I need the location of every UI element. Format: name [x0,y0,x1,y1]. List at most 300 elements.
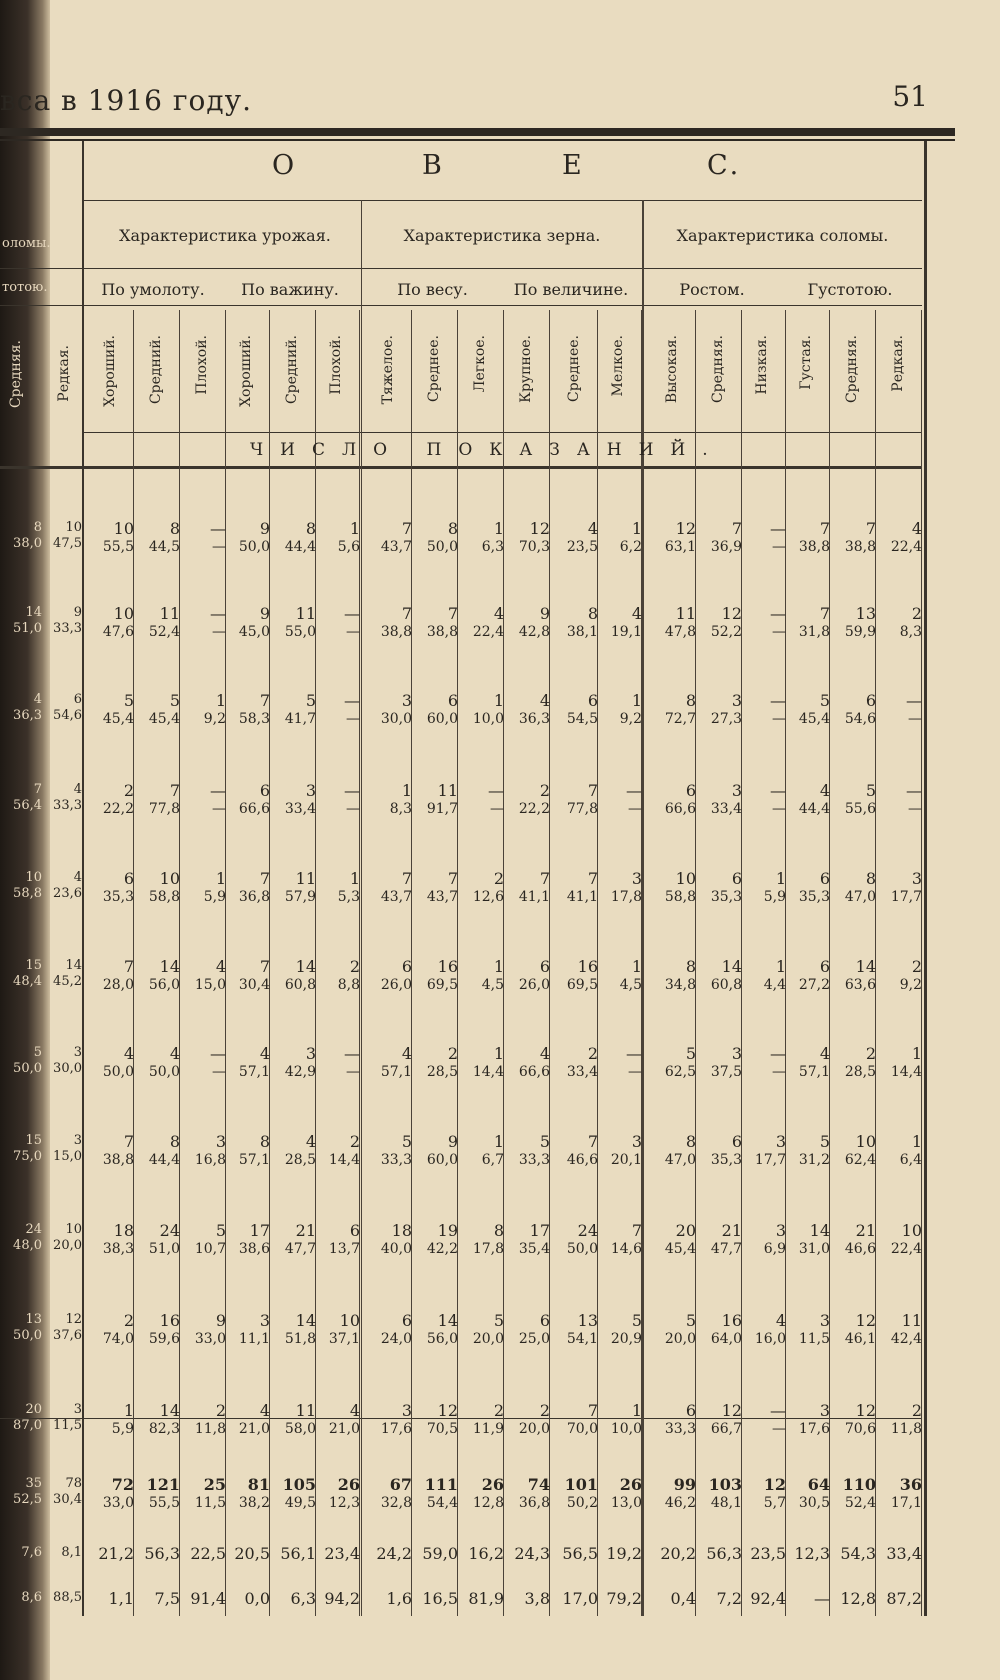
cell-count: 121 [146,1475,180,1494]
cell-count: 17 [529,1221,550,1240]
cell-percent: — [772,1421,786,1437]
cell-percent: 52,4 [148,624,180,640]
table-cell [596,605,642,641]
cell-percent: 77,8 [566,801,598,817]
table-cell [412,1312,458,1348]
cell-count: 7 [123,1132,134,1151]
cell-percent: 9,2 [203,711,226,727]
cell-count: 3 [731,1044,742,1063]
cell-count: 1 [631,957,642,976]
cell-count: 7 [587,869,598,888]
table-cell [270,605,316,641]
cell-count: 1 [493,1044,504,1063]
cell-count: 91,4 [190,1589,226,1608]
cell-count: 7 [259,869,270,888]
row-redkaya-value: 8,1 [61,1545,82,1560]
cell-percent: 17,6 [380,1421,412,1437]
table-cell [88,605,134,641]
cell-percent: 20,1 [610,1152,642,1168]
table-cell [830,1312,876,1348]
cell-percent: 17,7 [890,889,922,905]
cell-count: 25 [203,1475,226,1494]
row-redkaya-value: 12 37,6 [53,1312,82,1343]
cell-percent: 38,8 [102,1152,134,1168]
cell-count: 1 [775,869,786,888]
cell-percent: 47,8 [664,624,696,640]
cell-percent: 70,5 [426,1421,458,1437]
cell-percent: 9,2 [899,977,922,993]
cell-count: — [814,1589,830,1608]
table-cell [696,1545,742,1563]
cell-percent: 57,9 [284,889,316,905]
table-cell [696,520,742,556]
table-cell [314,605,360,641]
table-cell [784,1133,830,1169]
header-line [0,268,922,269]
cell-percent: 91,7 [426,801,458,817]
cell-count: 1 [493,957,504,976]
cell-count: 16,2 [468,1544,504,1563]
cell-count: 7 [447,604,458,623]
cell-percent: 54,4 [426,1495,458,1511]
table-cell [88,1045,134,1081]
table-cell [650,1222,696,1258]
cell-count: 7 [259,957,270,976]
cell-count: 6 [539,1311,550,1330]
table-cell [270,692,316,728]
cell-percent: 21,0 [328,1421,360,1437]
column-header: Высокая. [664,335,680,404]
cell-percent: 22,2 [102,801,134,817]
cell-percent: 32,8 [380,1495,412,1511]
table-cell [88,520,134,556]
cell-count: — [770,519,786,538]
cell-count: 3 [215,1132,226,1151]
row-redkaya-value: 10 20,0 [53,1222,82,1253]
table-cell [224,1402,270,1438]
row-left-value: 35 52,5 [13,1476,42,1507]
table-cell [412,870,458,906]
table-cell [224,870,270,906]
table-cell [458,958,504,994]
cell-percent: 46,1 [844,1331,876,1347]
cell-percent: 45,0 [238,624,270,640]
cell-count: 23,5 [750,1544,786,1563]
cell-count: 5 [123,691,134,710]
table-cell [412,1045,458,1081]
table-cell [224,1476,270,1512]
cell-percent: 54,1 [566,1331,598,1347]
table-cell [552,958,598,994]
table-cell [458,692,504,728]
table-cell [830,692,876,728]
cell-count: 19 [437,1221,458,1240]
cell-count: 6 [819,869,830,888]
cell-percent: 14,6 [610,1241,642,1257]
table-cell [504,782,550,818]
cell-percent: 12,3 [328,1495,360,1511]
cell-percent: 5,9 [111,1421,134,1437]
cell-count: 1 [493,519,504,538]
table-cell [504,520,550,556]
table-cell [134,520,180,556]
column-header: Хороший. [102,335,118,407]
table-cell [458,782,504,818]
cell-percent: 66,7 [710,1421,742,1437]
cell-percent: 38,2 [238,1495,270,1511]
cell-count: 14 [437,1311,458,1330]
cell-percent: 60,0 [426,1152,458,1168]
title-letter: В [422,150,444,181]
table-cell [270,782,316,818]
cell-count: 7 [539,869,550,888]
cell-percent: 38,3 [102,1241,134,1257]
cell-percent: 17,6 [798,1421,830,1437]
table-cell [134,1402,180,1438]
cell-count: 5 [539,1132,550,1151]
cell-percent: 14,4 [472,1064,504,1080]
left-header-1: оломы. [2,236,51,251]
top-rule [0,128,955,136]
cell-count: 12 [675,519,696,538]
cell-count: 3 [305,1044,316,1063]
cell-percent: 35,3 [798,889,830,905]
table-cell [180,1402,226,1438]
table-cell [366,1545,412,1563]
column-header: Средний. [148,335,164,405]
cell-percent: 41,1 [566,889,598,905]
cell-percent: 30,0 [380,711,412,727]
table-cell [650,692,696,728]
cell-count: 2 [865,1044,876,1063]
cell-count: 20,5 [234,1544,270,1563]
cell-count: 0,4 [670,1589,696,1608]
cell-percent: 35,3 [102,889,134,905]
cell-count: 24 [577,1221,598,1240]
table-cell [270,1590,316,1608]
cell-count: 4 [169,1044,180,1063]
table-cell [696,605,742,641]
cell-percent: 33,4 [710,801,742,817]
cell-count: 9 [259,604,270,623]
cell-percent: 42,4 [890,1331,922,1347]
cell-count: 21 [295,1221,316,1240]
cell-count: 8 [685,1132,696,1151]
cell-percent: 4,5 [619,977,642,993]
cell-count: 2 [911,957,922,976]
table-cell [366,1045,412,1081]
column-header: Средняя. [710,335,726,404]
table-cell [180,1045,226,1081]
table-cell [504,1545,550,1563]
cell-percent: 23,5 [566,539,598,555]
table-cell [596,692,642,728]
cell-percent: 44,4 [148,1152,180,1168]
cell-count: 5 [305,691,316,710]
row-left-value: 7 56,4 [13,782,42,813]
cell-count: 1 [911,1044,922,1063]
table-cell [134,1045,180,1081]
table-cell [876,782,922,818]
cell-percent: — [908,711,922,727]
table-cell [504,1476,550,1512]
cell-percent: 36,3 [518,711,550,727]
cell-count: 64 [807,1475,830,1494]
table-cell [180,1222,226,1258]
cell-count: 6 [731,1132,742,1151]
group-divider [642,200,644,1616]
row-left-value: 7,6 [21,1545,42,1560]
table-cell [696,958,742,994]
cell-percent: — [346,711,360,727]
cell-percent: 17,7 [754,1152,786,1168]
cell-count: 3 [731,691,742,710]
table-cell [740,605,786,641]
group-straw: Характеристика соломы. [676,226,889,245]
table-cell [740,692,786,728]
cell-count: 2 [587,1044,598,1063]
cell-percent: 47,7 [284,1241,316,1257]
cell-count: 4 [587,519,598,538]
left-header-2: тотою. [2,280,48,295]
cell-count: 56,3 [706,1544,742,1563]
table-cell [180,692,226,728]
table-cell [740,870,786,906]
table-cell [696,1312,742,1348]
cell-count: 19,2 [606,1544,642,1563]
table-cell [784,520,830,556]
row-left-value: 24 48,0 [13,1222,42,1253]
cell-count: 1 [775,957,786,976]
table-cell [740,1312,786,1348]
cell-percent: — [346,1064,360,1080]
table-cell [876,692,922,728]
cell-percent: 45,4 [102,711,134,727]
row-left-value: 10 58,8 [13,870,42,901]
cell-count: 7,5 [154,1589,180,1608]
column-header: Плохой. [328,335,344,395]
table-cell [696,1222,742,1258]
cell-count: 6 [685,781,696,800]
cell-percent: 13,0 [610,1495,642,1511]
cell-count: 6 [401,957,412,976]
table-cell [650,1133,696,1169]
table-cell [270,1045,316,1081]
cell-count: 4 [123,1044,134,1063]
header-line [82,432,922,433]
cell-count: 4 [911,519,922,538]
cell-count: 20,2 [660,1544,696,1563]
cell-count: 21 [855,1221,876,1240]
cell-count: — [770,781,786,800]
cell-count: 7 [447,869,458,888]
cell-percent: 33,0 [102,1495,134,1511]
cell-count: 3 [911,869,922,888]
cell-percent: 62,5 [664,1064,696,1080]
cell-count: 12 [437,1401,458,1420]
table-cell [224,1222,270,1258]
cell-count: 3 [401,691,412,710]
table-cell [552,1222,598,1258]
cell-count: 7 [731,519,742,538]
table-cell [314,958,360,994]
cell-percent: 16,8 [194,1152,226,1168]
cell-percent: 12,8 [472,1495,504,1511]
cell-count: 14 [809,1221,830,1240]
cell-percent: 46,6 [566,1152,598,1168]
cell-count: 14 [855,957,876,976]
cell-count: 2 [493,1401,504,1420]
table-cell [552,870,598,906]
table-cell [88,958,134,994]
table-cell [696,692,742,728]
table-cell [134,1222,180,1258]
cell-percent: 64,0 [710,1331,742,1347]
cell-count: 5 [819,1132,830,1151]
table-cell [504,1590,550,1608]
cell-count: 5 [401,1132,412,1151]
row-redkaya-value: 78 30,4 [53,1476,82,1507]
cell-percent: 74,0 [102,1331,134,1347]
cell-percent: 21,0 [238,1421,270,1437]
table-cell [696,1045,742,1081]
cell-percent: 50,0 [566,1241,598,1257]
cell-count: 3 [819,1401,830,1420]
table-cell [412,958,458,994]
cell-count: 4 [819,1044,830,1063]
table-cell [740,1133,786,1169]
cell-count: 5 [493,1311,504,1330]
row-redkaya-value: 10 47,5 [53,520,82,551]
cell-count: 101 [564,1475,598,1494]
cell-percent: 26,0 [518,977,550,993]
cell-count: 4 [401,1044,412,1063]
table-cell [650,520,696,556]
cell-count: 11 [295,869,316,888]
table-cell [458,870,504,906]
cell-count: 1,6 [386,1589,412,1608]
col-header-left-2: Редкая. [56,345,72,402]
table-cell [784,870,830,906]
table-cell [876,1590,922,1608]
cell-count: 12,8 [840,1589,876,1608]
table-cell [224,520,270,556]
cell-count: 1 [401,781,412,800]
cell-count: 16 [437,957,458,976]
table-cell [224,1545,270,1563]
table-cell [596,1222,642,1258]
cell-count: 20 [675,1221,696,1240]
row-redkaya-value: 9 33,3 [53,605,82,636]
row-left-value: 15 75,0 [13,1133,42,1164]
table-cell [412,520,458,556]
cell-percent: 55,5 [148,1495,180,1511]
cell-percent: 27,3 [710,711,742,727]
table-cell [552,1312,598,1348]
cell-percent: 31,2 [798,1152,830,1168]
table-cell [180,605,226,641]
cell-percent: 44,4 [284,539,316,555]
table-cell [134,870,180,906]
cell-count: 3 [819,1311,830,1330]
table-cell [650,1045,696,1081]
table-cell [552,782,598,818]
cell-percent: 45,4 [798,711,830,727]
table-cell [412,1402,458,1438]
column-header: Легкое. [472,335,488,393]
header-line [0,466,922,469]
cell-count: 3 [259,1311,270,1330]
sub-threshing: По умолоту. [101,280,205,299]
table-cell [180,1312,226,1348]
cell-percent: 33,3 [380,1152,412,1168]
table-cell [314,1312,360,1348]
cell-count: 81 [247,1475,270,1494]
table-cell [88,1312,134,1348]
cell-percent: 12,6 [472,889,504,905]
table-cell [88,1402,134,1438]
cell-percent: 5,9 [203,889,226,905]
table-cell [314,520,360,556]
cell-percent: — [212,624,226,640]
cell-count: 6 [349,1221,360,1240]
table-cell [224,1312,270,1348]
cell-count: 8 [447,519,458,538]
cell-count: 10 [855,1132,876,1151]
table-cell [830,782,876,818]
table-cell [366,692,412,728]
cell-count: 111 [424,1475,458,1494]
cell-percent: 36,8 [518,1495,550,1511]
table-cell [552,1045,598,1081]
cell-percent: 6,3 [481,539,504,555]
cell-percent: 14,4 [328,1152,360,1168]
cell-count: — [626,1044,642,1063]
cell-count: 23,4 [324,1544,360,1563]
row-redkaya-value: 6 54,6 [53,692,82,723]
group-harvest: Характеристика урожая. [119,226,331,245]
cell-percent: — [212,539,226,555]
cell-count: 11 [295,1401,316,1420]
table-cell [740,520,786,556]
cell-count: — [210,781,226,800]
cell-count: — [906,781,922,800]
table-cell [596,958,642,994]
cell-percent: 14,4 [890,1064,922,1080]
cell-count: 5 [215,1221,226,1240]
cell-count: 4 [493,604,504,623]
table-cell [88,1590,134,1608]
cell-count: 4 [215,957,226,976]
cell-percent: 59,9 [844,624,876,640]
cell-count: 17 [249,1221,270,1240]
table-cell [552,1133,598,1169]
table-cell [88,870,134,906]
cell-percent: 37,1 [328,1331,360,1347]
table-cell [134,1590,180,1608]
table-cell [784,1045,830,1081]
table-cell [270,1312,316,1348]
cell-count: 10 [675,869,696,888]
cell-percent: 42,9 [284,1064,316,1080]
table-cell [458,520,504,556]
cell-percent: 22,4 [472,624,504,640]
cell-count: 8 [169,1132,180,1151]
table-cell [876,1545,922,1563]
cell-count: 12 [855,1311,876,1330]
table-cell [458,1133,504,1169]
cell-count: 8 [259,1132,270,1151]
